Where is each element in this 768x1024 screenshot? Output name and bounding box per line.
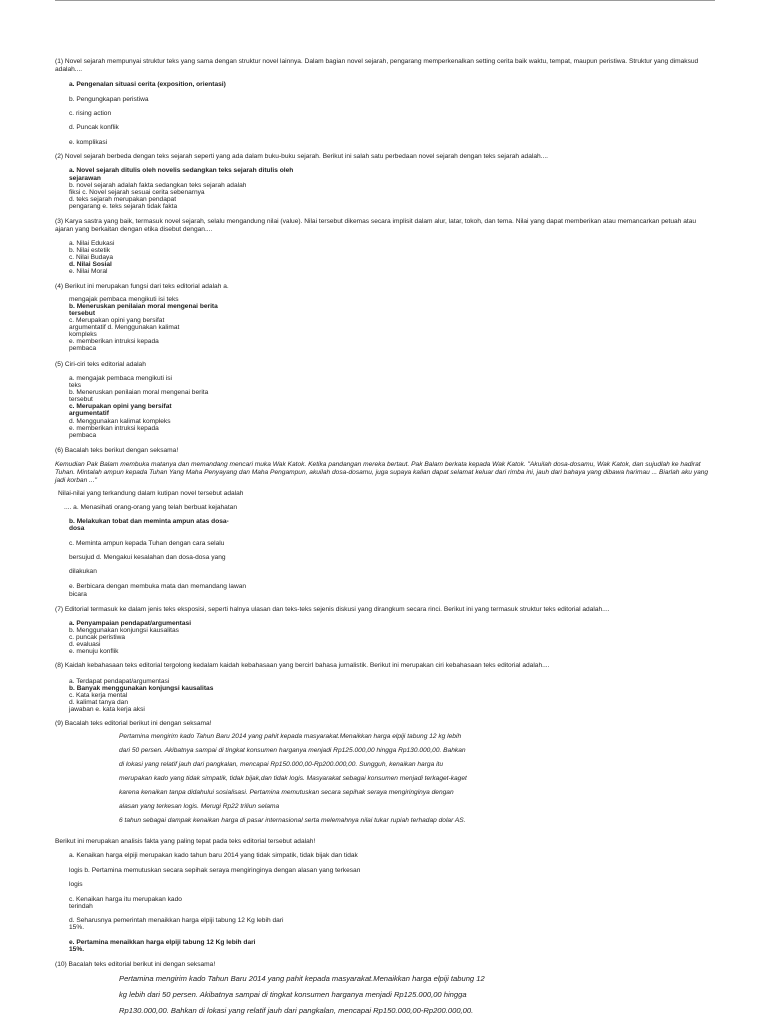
q8-option-e: jawaban e. kata kerja aksi [69, 706, 145, 713]
q1-option-b: b. Pengungkapan peristiwa [69, 96, 149, 103]
q4-line-5: argumentatif d. Menggunakan kalimat [69, 324, 180, 331]
q8-option-d: d. kalimat tanya dan [69, 699, 129, 706]
q9-quote-line-1: Pertamina mengirim kado Tahun Baru 2014 yang pahit kepada masyarakat.Menaikkan harga elpiji tabung 12 kg lebih [119, 733, 462, 740]
q7-option-d: d. evaluasi [69, 641, 101, 648]
q7-option-e: e. menuju konflik [69, 648, 119, 655]
q8-option-a: a. Terdapat pendapat/argumentasi [69, 678, 170, 685]
q5-line-2: teks [69, 382, 82, 389]
q6-question: Nilai-nilai yang terkandung dalam kutipan novel tersebut adalah [58, 490, 244, 497]
q5-line-7: d. Menggunakan kalimat kompleks [69, 418, 171, 425]
question-10-text: (10) Bacalah teks editorial berikut ini dengan seksama! [55, 961, 216, 968]
q10-quote-line-3: Rp130.000,00. Bahkan di lokasi yang relatif jauh dari pangkalan, mencapai Rp150.000,00-Rp200.000,00. [119, 1006, 474, 1015]
q1-option-c: c. rising action [69, 110, 112, 117]
q2-option-a-cont: sejarawan [69, 175, 101, 182]
q9-quote-line-7: 6 tahun sebagai dampak kenaikan harga di pasar internasional serta melemahnya nilai tukar rupiah terhadap dolar AS. [119, 817, 466, 824]
q6-option-e-cont: bicara [69, 591, 87, 598]
q4-line-1: mengajak pembaca mengikuti isi teks [69, 296, 179, 303]
q3-option-c: c. Nilai Budaya [69, 254, 113, 261]
q2-option-d: d. teks sejarah merupakan pendapat [69, 196, 177, 203]
q6-option-e: e. Berbicara dengan membuka mata dan memandang lawan [69, 583, 247, 590]
q5-line-3: b. Meneruskan penilaian moral mengenai berita [69, 389, 209, 396]
q7-option-b: b. Menggunakan konjungsi kausalitas [69, 627, 179, 634]
q1-option-e: e. komplikasi [69, 139, 108, 146]
q9-quote-line-6: alasan yang terkesan logis. Merugi Rp22 triliun selama [119, 803, 280, 810]
question-4-text: (4) Berikut ini merupakan fungsi dari teks editorial adalah a. [55, 283, 229, 290]
q3-option-b: b. Nilai estetik [69, 247, 111, 254]
question-9-text: (9) Bacalah teks editorial berikut ini dengan seksama! [55, 720, 212, 727]
q5-line-1: a. mengajak pembaca mengikuti isi [69, 375, 172, 382]
q9-option-b-cont: logis [69, 881, 83, 888]
q4-line-4: c. Merupakan opini yang bersifat [69, 317, 165, 324]
q7-option-c: c. puncak peristiwa [69, 634, 126, 641]
q10-quote-line-1: Pertamina mengirim kado Tahun Baru 2014 yang pahit kepada masyarakat.Menaikkan harga elpiji tabung 12 [119, 974, 485, 983]
q2-option-b: b. novel sejarah adalah fakta sedangkan teks sejarah adalah [69, 182, 247, 189]
q6-option-d: bersujud d. Mengakui kesalahan dan dosa-dosa yang [69, 554, 226, 561]
q9-quote-line-2: dari 50 persen. Akibatnya sampai di tingkat konsumen harganya menjadi Rp125.000,00 hingga Rp130.000,00. Bahkan [119, 747, 466, 754]
q6-quote: Kemudian Pak Balam membuka matanya dan memandang mencari muka Wak Katok. Ketika pandangan mereka bertaut. Pak Balam berkata kepada Wak Katok. "Akuilah dosa-dosamu, Wak Katok, dan sujudlah ke hadirat Tuhan. Mintalah ampun kepada Tuhan Yang Maha Penyayang dan Maha Pengampun, akuilah dosa-dosamu, juga supaya kalian dapat selamat keluar dari rimba ini, jauh dari bahaya yang dibawa harimau ... Biarlah aku yang jadi korban ..." [55, 461, 709, 485]
q4-line-3: tersebut [69, 310, 96, 317]
q9-option-c: c. Kenaikan harga itu merupakan kado [69, 896, 182, 903]
q6-option-b: b. Melakukan tobat dan meminta ampun atas dosa- [69, 518, 229, 525]
q9-question: Berikut ini merupakan analisis fakta yang paling tepat pada teks editorial tersebut adalah! [55, 838, 316, 845]
q8-option-c: c. Kata kerja mental [69, 692, 128, 699]
q8-option-b: b. Banyak menggunakan konjungsi kausalitas [69, 685, 214, 692]
q6-option-b-cont: dosa [69, 525, 85, 532]
q3-option-a: a. Nilai Edukasi [69, 240, 115, 247]
q2-option-e: pengarang e. teks sejarah tidak fakta [69, 203, 178, 210]
q4-line-2: b. Meneruskan penilaian moral mengenai berita [69, 303, 218, 310]
question-1-text: (1) Novel sejarah mempunyai struktur teks yang sama dengan struktur novel lainnya. Dalam bagian novel sejarah, pengarang memperkenalkan setting cerita baik waktu, tempat, maupun peristiwa. Struktur yang dimaksud adalah.... [55, 58, 699, 74]
q9-option-e-cont: 15%. [69, 946, 85, 953]
q10-quote-line-2: kg lebih dari 50 persen. Akibatnya sampai di tingkat konsumen harganya menjadi Rp125.000,00 hingga [119, 990, 467, 999]
q9-option-d-cont: 15%. [69, 924, 85, 931]
q2-option-c: fiksi c. Novel sejarah sesuai cerita sebenarnya [69, 189, 205, 196]
q9-option-c-cont: terindah [69, 903, 93, 910]
q6-option-d-cont: dilakukan [69, 568, 97, 575]
question-7-text: (7) Editorial termasuk ke dalam jenis teks eksposisi, seperti halnya ulasan dan teks-teks sejenis diskusi yang dirangkum secara rinci. Berikut ini yang termasuk struktur teks editorial adalah.... [55, 606, 610, 613]
q9-quote-line-5: karena kenaikan tanpa didahului sosialisasi. Pertamina memutuskan secara sepihak seraya mengiringinya dengan [119, 789, 454, 796]
q5-line-5: c. Merupakan opini yang bersifat [69, 403, 172, 410]
q9-quote-line-4: merupakan kado yang tidak simpatik, tidak bijak,dan tidak logis. Masyarakat sebagai konsumen menjadi terkaget-kaget [119, 775, 467, 782]
question-3-text: (3) Karya sastra yang baik, termasuk novel sejarah, selalu mengandung nilai (value). Nilai tersebut dikemas secara implisit dalam alur, latar, tokoh, dan tema. Nilai yang dapat memberikan atau memancarkan petuah atau ajaran yang berkaitan dengan etika disebut dengan.... [55, 218, 697, 234]
q9-option-a: a. Kenaikan harga elpiji merupakan kado tahun baru 2014 yang tidak simpatik, tidak bijak dan tidak [69, 852, 358, 859]
q2-option-a: a. Novel sejarah ditulis oleh novelis sedangkan teks sejarah ditulis oleh [69, 167, 294, 174]
q1-option-d: d. Puncak konflik [69, 124, 119, 131]
q5-line-8: e. memberikan intruksi kepada [69, 425, 159, 432]
q5-line-6: argumentatif [69, 410, 109, 417]
q5-line-9: pembaca [69, 432, 97, 439]
q9-option-e: e. Pertamina menaikkan harga elpiji tabung 12 Kg lebih dari [69, 939, 256, 946]
q4-line-6: kompleks [69, 331, 97, 338]
q1-option-a: a. Pengenalan situasi cerita (exposition, orientasi) [69, 81, 226, 88]
q6-option-a: .... a. Menasihati orang-orang yang telah berbuat kejahatan [64, 504, 238, 511]
q5-line-4: tersebut [69, 396, 93, 403]
q9-option-b: logis b. Pertamina memutuskan secara sepihak seraya mengiringinya dengan alasan yang terkesan [69, 867, 361, 874]
q3-option-e: e. Nilai Moral [69, 268, 108, 275]
q3-option-d: d. Nilai Sosial [69, 261, 112, 268]
question-5-text: (5) Ciri-ciri teks editorial adalah [55, 361, 146, 368]
question-2-text: (2) Novel sejarah berbeda dengan teks sejarah seperti yang ada dalam buku-buku sejarah. Berikut ini salah satu perbedaan novel sejarah dengan teks sejarah adalah.... [55, 153, 549, 160]
q7-option-a: a. Penyampaian pendapat/argumentasi [69, 620, 192, 627]
q4-line-7: e. memberikan intruksi kepada [69, 338, 159, 345]
q9-option-d: d. Seharusnya pemerintah menaikkan harga elpiji tabung 12 Kg lebih dari [69, 917, 284, 924]
question-6-text: (6) Bacalah teks berikut dengan seksama! [55, 447, 179, 454]
question-8-text: (8) Kaidah kebahasaan teks editorial tergolong kedalam kaidah kebahasaan yang bercirI bahasa jurnalistik. Berikut ini merupakan ciri kebahasaan teks editorial adalah.... [55, 662, 550, 669]
top-divider [55, 0, 715, 1]
q4-line-8: pembaca [69, 345, 97, 352]
q9-quote-line-3: di lokasi yang relatif jauh dari pangkalan, mencapai Rp150.000,00-Rp200.000,00. Sungguh, kenaikan harga itu [119, 761, 444, 768]
q6-option-c: c. Meminta ampun kepada Tuhan dengan cara selalu [69, 540, 225, 547]
